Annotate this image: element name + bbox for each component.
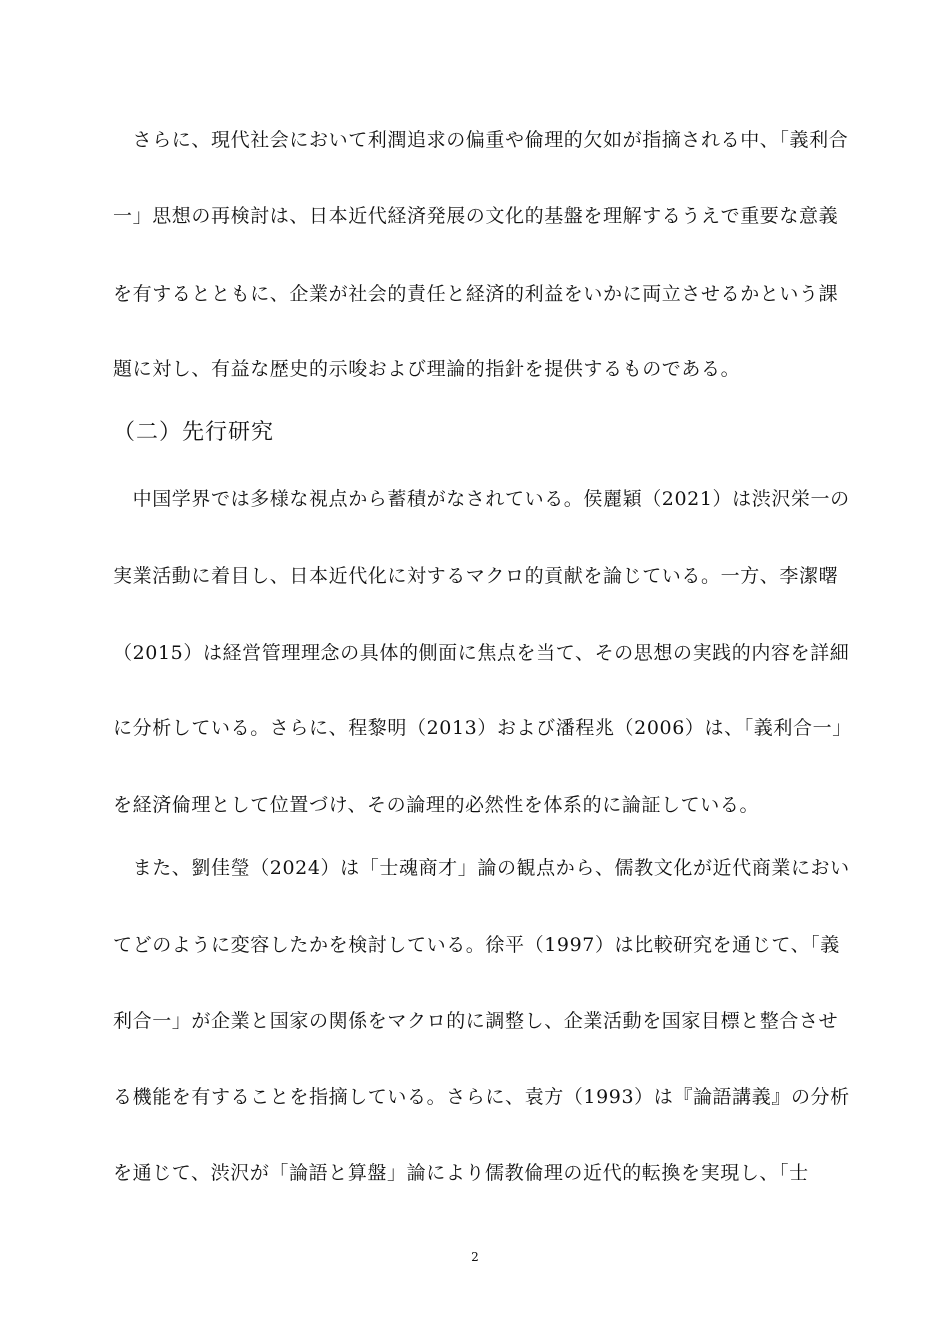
paragraph-line: を経済倫理として位置づけ、その論理的必然性を体系的に論証している。 bbox=[113, 794, 760, 816]
paragraph-line: さらに、現代社会において利潤追求の偏重や倫理的欠如が指摘される中、「義利合 bbox=[113, 129, 849, 151]
paragraph-line: 利合一」が企業と国家の関係をマクロ的に調整し、企業活動を国家目標と整合させ bbox=[113, 1010, 839, 1032]
paragraph-line: 中国学界では多様な視点から蓄積がなされている。侯麗穎（2021）は渋沢栄一の bbox=[113, 488, 850, 510]
paragraph-line: を通じて、渋沢が「論語と算盤」論により儒教倫理の近代的転換を実現し、「士 bbox=[113, 1162, 809, 1184]
paragraph-line: （2015）は経営管理理念の具体的側面に焦点を当て、その思想の実践的内容を詳細 bbox=[113, 642, 850, 664]
paragraph-line: 実業活動に着目し、日本近代化に対するマクロ的貢献を論じている。一方、李潔曙 bbox=[113, 565, 839, 587]
page-number: 2 bbox=[471, 1250, 479, 1264]
section-heading: （二）先行研究 bbox=[113, 420, 275, 445]
paragraph-line: また、劉佳瑩（2024）は「士魂商才」論の観点から、儒教文化が近代商業におい bbox=[113, 857, 850, 879]
paragraph-line: 一」思想の再検討は、日本近代経済発展の文化的基盤を理解するうえで重要な意義 bbox=[113, 205, 839, 227]
paragraph-line: 題に対し、有益な歴史的示唆および理論的指針を提供するものである。 bbox=[113, 358, 741, 380]
paragraph-line: を有するとともに、企業が社会的責任と経済的利益をいかに両立させるかという課 bbox=[113, 283, 839, 305]
paragraph-line: に分析している。さらに、程黎明（2013）および潘程兆（2006）は、「義利合一」 bbox=[113, 717, 852, 739]
paragraph-line: る機能を有することを指摘している。さらに、袁方（1993）は『論語講義』の分析 bbox=[113, 1086, 850, 1108]
paragraph-line: てどのように変容したかを検討している。徐平（1997）は比較研究を通じて、「義 bbox=[113, 934, 840, 956]
